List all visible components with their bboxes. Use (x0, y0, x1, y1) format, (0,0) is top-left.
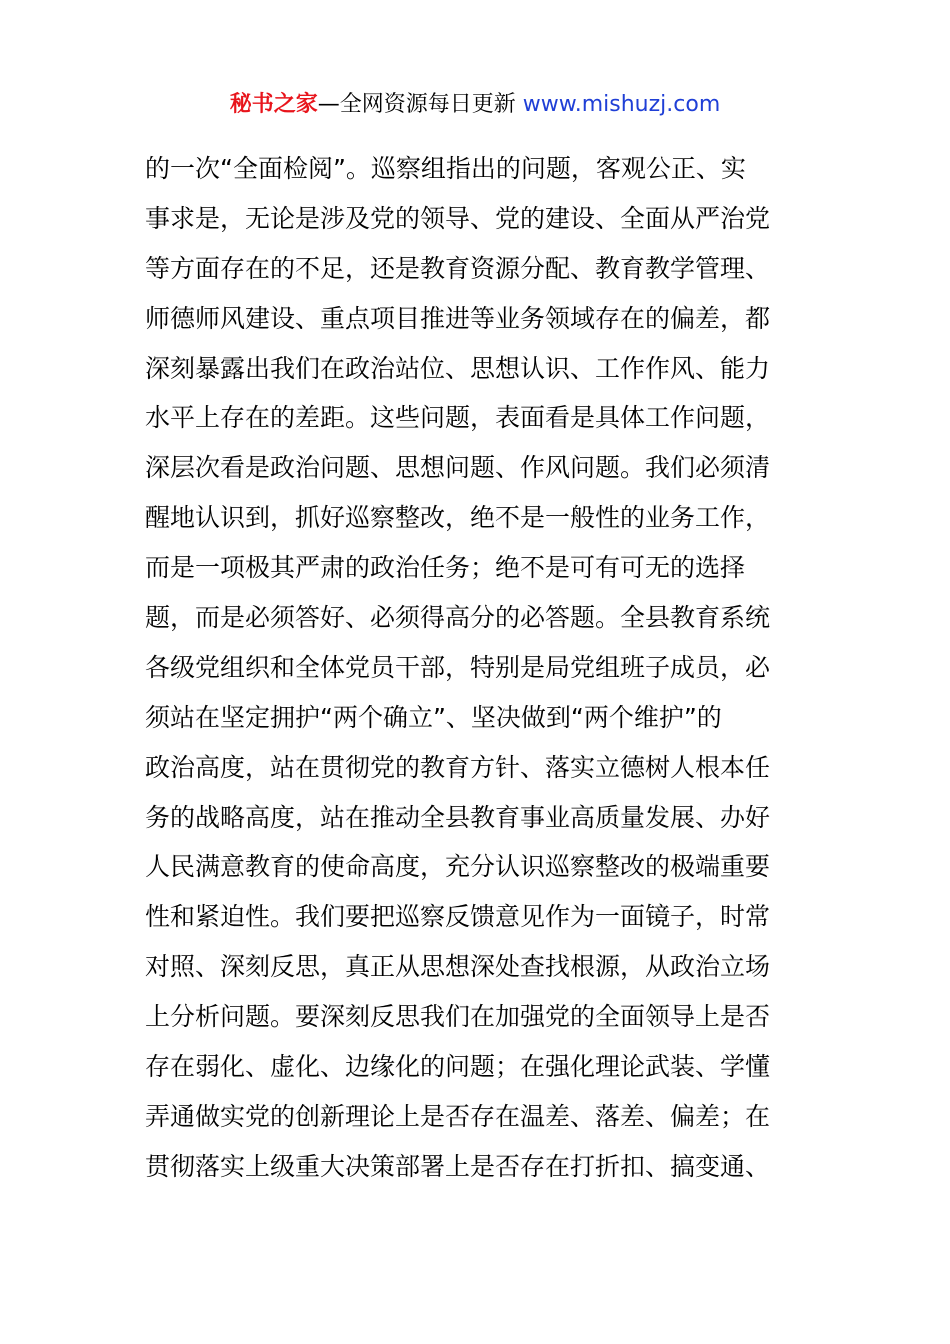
brand-name: 秘书之家 (229, 92, 318, 117)
text-line: 师德师风建设、重点项目推进等业务领域存在的偏差，都 (145, 303, 771, 333)
text-line: 存在弱化、虚化、边缘化的问题；在强化理论武装、学懂 (145, 1052, 771, 1082)
text-line: 深刻暴露出我们在政治站位、思想认识、工作作风、能力 (145, 353, 771, 383)
text-line: 对照、深刻反思，真正从思想深处查找根源，从政治立场 (145, 952, 771, 982)
header-tagline: —全网资源每日更新 (317, 92, 523, 117)
site-url-link[interactable]: www.mishuzj.com (522, 92, 721, 117)
text-line: 水平上存在的差距。这些问题，表面看是具体工作问题， (145, 403, 771, 433)
text-line: 事求是，无论是涉及党的领导、党的建设、全面从严治党 (145, 203, 771, 233)
text-line: 弄通做实党的创新理论上是否存在温差、落差、偏差；在 (145, 1101, 771, 1131)
page-header (0, 88, 950, 122)
text-line: 须站在坚定拥护“两个确立”、坚决做到“两个维护”的 (145, 702, 722, 732)
text-line: 题，而是必须答好、必须得高分的必答题。全县教育系统 (145, 603, 771, 633)
text-line: 务的战略高度，站在推动全县教育事业高质量发展、办好 (145, 802, 771, 832)
text-line: 上分析问题。要深刻反思我们在加强党的全面领导上是否 (145, 1002, 771, 1032)
text-line: 的一次“全面检阅”。巡察组指出的问题，客观公正、实 (145, 154, 746, 183)
text-line: 而是一项极其严肃的政治任务；绝不是可有可无的选择 (145, 553, 746, 583)
text-line: 各级党组织和全体党员干部，特别是局党组班子成员，必 (145, 652, 771, 682)
text-line: 深层次看是政治问题、思想问题、作风问题。我们必须清 (145, 453, 771, 483)
text-line: 性和紧迫性。我们要把巡察反馈意见作为一面镜子，时常 (145, 902, 771, 932)
text-line: 人民满意教育的使命高度，充分认识巡察整改的极端重要 (145, 852, 771, 882)
text-line: 等方面存在的不足，还是教育资源分配、教育教学管理、 (145, 253, 771, 283)
text-line: 醒地认识到，抓好巡察整改，绝不是一般性的业务工作， (145, 503, 771, 533)
document-body (145, 144, 815, 1192)
text-line: 政治高度，站在贯彻党的教育方针、落实立德树人根本任 (145, 752, 771, 782)
text-line: 贯彻落实上级重大决策部署上是否存在打折扣、搞变通、 (145, 1151, 771, 1181)
